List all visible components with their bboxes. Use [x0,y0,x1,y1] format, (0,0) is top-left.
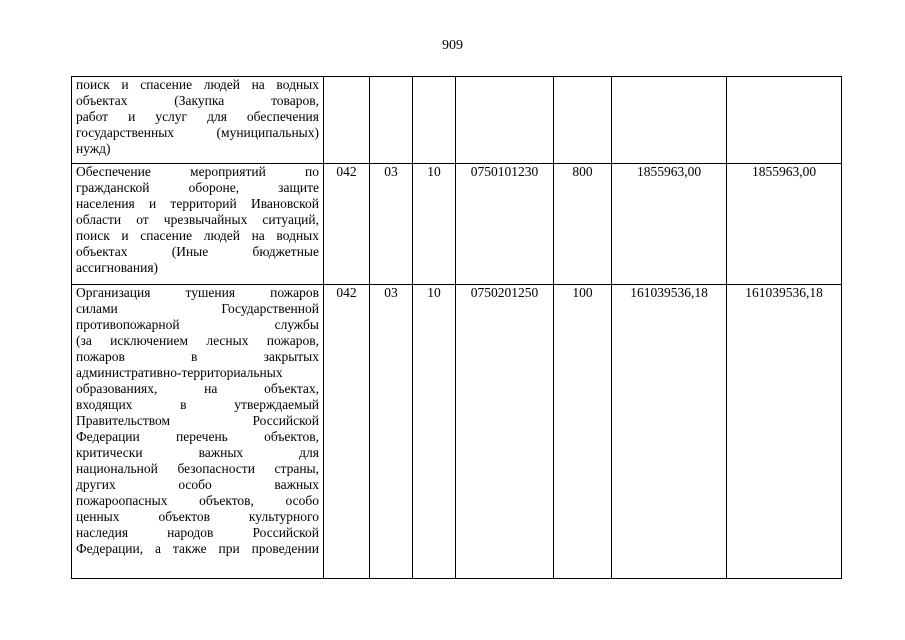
sum1-cell: 1855963,00 [612,164,727,285]
pr-cell: 10 [413,164,456,285]
row-name-line: объектах (Иные бюджетные [76,244,319,259]
row-name-line: области от чрезвычайных ситуаций, [76,212,319,227]
pr-cell: 10 [413,285,456,579]
row-name-line: пожаров в закрытых [76,349,319,364]
row-name-line: силами Государственной [76,301,319,316]
row-name-line: нужд) [76,141,111,156]
sum1-cell [612,77,727,164]
row-name-line: поиск и спасение людей на водных [76,77,319,92]
row-name-line: административно-территориальных [76,365,283,380]
row-name-line: противопожарной службы [76,317,319,332]
table-row [72,77,842,164]
gr-cell [324,77,370,164]
row-name-line: ценных объектов культурного [76,509,319,524]
row-name-line: Правительством Российской [76,413,319,428]
sum2-cell [727,77,842,164]
row-name-line: национальной безопасности страны, [76,461,319,476]
row-name-line: входящих в утверждаемый [76,397,319,412]
table-row [72,285,842,579]
row-name-line: поиск и спасение людей на водных [76,228,319,243]
row-name-cell [72,77,324,164]
row-name-line: работ и услуг для обеспечения [76,109,319,124]
row-name-line: пожароопасных объектов, особо [76,493,319,508]
row-name-line: гражданской обороне, защите [76,180,319,195]
row-name-line: государственных (муниципальных) [76,125,319,140]
budget-table [71,76,842,579]
pr-cell [413,77,456,164]
row-name-line: Федерации, а также при проведении [76,541,319,556]
row-name-cell [72,164,324,285]
row-name-cell [72,285,324,579]
csr-cell: 0750201250 [456,285,554,579]
row-name-line: Организация тушения пожаров [76,285,319,300]
vr-cell: 800 [554,164,612,285]
row-name-line: других особо важных [76,477,319,492]
row-name-line: Обеспечение мероприятий по [76,164,319,179]
sum1-cell: 161039536,18 [612,285,727,579]
row-name-line: критически важных для [76,445,319,460]
row-name-line: Федерации перечень объектов, [76,429,319,444]
row-name-line: наследия народов Российской [76,525,319,540]
rz-cell: 03 [370,285,413,579]
gr-cell: 042 [324,164,370,285]
sum2-cell: 1855963,00 [727,164,842,285]
row-name-line: (за исключением лесных пожаров, [76,333,319,348]
gr-cell: 042 [324,285,370,579]
sum2-cell: 161039536,18 [727,285,842,579]
page-number: 909 [442,38,463,53]
rz-cell [370,77,413,164]
vr-cell [554,77,612,164]
row-name-line: объектах (Закупка товаров, [76,93,319,108]
rz-cell: 03 [370,164,413,285]
vr-cell: 100 [554,285,612,579]
table-row [72,164,842,285]
row-name-line: ассигнования) [76,260,159,275]
row-name-line: населения и территорий Ивановской [76,196,319,211]
row-name-line: образованиях, на объектах, [76,381,319,396]
csr-cell: 0750101230 [456,164,554,285]
csr-cell [456,77,554,164]
